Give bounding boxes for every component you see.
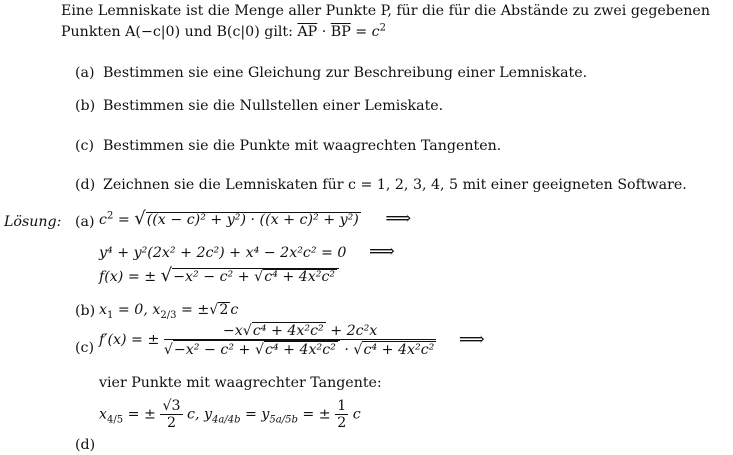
equation-line-2: y⁴ + y²(2x² + 2c²) + x⁴ − 2x²c² = 0 bbox=[99, 245, 347, 261]
f-of-x: f(x) = ± bbox=[99, 269, 157, 285]
implies-arrow-2: ⟹ bbox=[368, 241, 395, 262]
solution-a-line-1: $c^2 = √((x - c)^2 + y^2) \cdot ((x + c)^2 + y^2)$ ⟹ bbox=[99, 208, 412, 229]
intro-line-2-prefix: Punkten A(−c|0) und B(c|0) gilt: bbox=[61, 24, 293, 40]
equals: = bbox=[117, 212, 130, 228]
equals-c: = c bbox=[355, 24, 380, 40]
derivative-fraction bbox=[164, 322, 437, 359]
solution-c-result: $x_{4/5}$ = ± $\frac{√3}{2}$ c, $y_{4a/4b} = y_{5a/5b}$ = ± $\frac{1}{2}$ c bbox=[99, 398, 361, 432]
solution-b-label: (b) bbox=[75, 303, 96, 319]
dot-operator: · bbox=[321, 24, 327, 40]
one-half: $\frac{1}{2}$ bbox=[337, 398, 347, 432]
task-a-text: Bestimmen sie eine Gleichung zur Beschreibung einer Lemniskate. bbox=[103, 65, 588, 81]
implies-arrow-1: ⟹ bbox=[385, 208, 412, 229]
radicand-a1: ((x − c)² + y²) · ((x + c)² + y²) bbox=[146, 212, 359, 228]
derivative-denominator: √−x² − c² + √c⁴ + 4x²c² · √c⁴ + 4x²c² bbox=[163, 342, 435, 359]
segment-bp: $\overline{BP}$ bbox=[330, 24, 351, 40]
intro-line-1: Eine Lemniskate ist die Menge aller Punkte P, für die für die Abstände zu zwei gegebenen bbox=[61, 3, 710, 19]
task-b-label: (b) bbox=[75, 98, 96, 114]
solution-b-line: $x_1 = 0$, $x_{2/3} = \pm√2$ c bbox=[99, 302, 239, 321]
implies-arrow-3: ⟹ bbox=[458, 329, 485, 351]
task-c-label: (c) bbox=[75, 138, 95, 154]
task-d-text: Zeichnen sie die Lemniskaten für c = 1, 2, 3, 4, 5 mit einer geeigneten Software. bbox=[103, 177, 687, 193]
solution-a-line-2 bbox=[99, 243, 395, 261]
derivative-numerator: −x√c⁴ + 4x²c² + 2c²x bbox=[164, 322, 437, 340]
intro-line-2 bbox=[61, 22, 386, 40]
solution-c-sentence: vier Punkte mit waagrechter Tangente: bbox=[99, 375, 382, 391]
solution-label: Lösung: bbox=[4, 214, 62, 230]
solution-a-label: (a) bbox=[75, 214, 95, 230]
sqrt3-over-2: $\frac{√3}{2}$ bbox=[162, 398, 181, 432]
c-symbol: c bbox=[99, 212, 107, 228]
task-a-label: (a) bbox=[75, 65, 95, 81]
solution-d-label: (d) bbox=[75, 437, 96, 453]
segment-ap: $\overline{AP}$ bbox=[297, 24, 318, 40]
f-prime: f′(x) = ± bbox=[99, 332, 160, 349]
radicand-a3: −x² − c² + √c⁴ + 4x²c² bbox=[172, 268, 339, 284]
solution-c-label: (c) bbox=[75, 340, 95, 356]
task-b-text: Bestimmen sie die Nullstellen einer Lemiskate. bbox=[103, 98, 444, 114]
solution-a-line-3: f(x) = ± √−x² − c² + √c⁴ + 4x²c² bbox=[99, 267, 339, 285]
exponent: 2 bbox=[379, 22, 386, 34]
task-c-text: Bestimmen sie die Punkte mit waagrechten Tangenten. bbox=[103, 138, 502, 154]
solution-c-derivative bbox=[99, 322, 485, 359]
task-d-label: (d) bbox=[75, 177, 96, 193]
